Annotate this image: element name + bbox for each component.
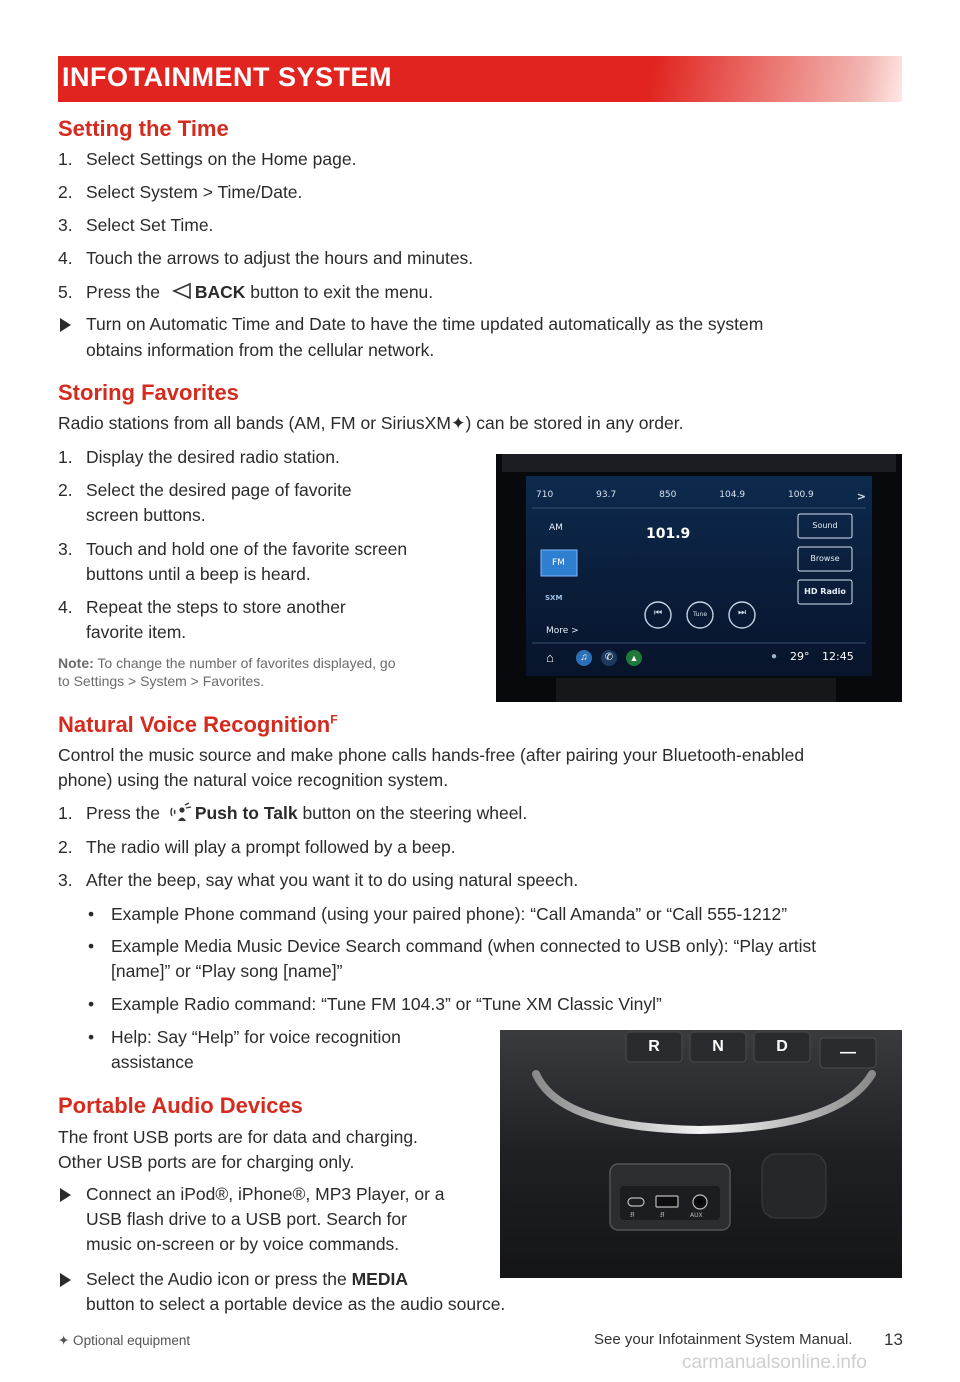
watermark: carmanualsonline.info xyxy=(682,1352,867,1373)
gear-minus-label: — xyxy=(840,1044,856,1061)
voice-bullet-phone: Example Phone command (using your paired phone): “Call Amanda” or “Call 555-1212” xyxy=(111,904,788,924)
sound-button[interactable]: Sound xyxy=(812,521,838,530)
voice-bullet-media: Example Media Music Device Search command (when connected to USB only): “Play artist xyxy=(111,936,817,956)
portable-intro-line-1: The front USB ports are for data and charging. xyxy=(58,1127,418,1147)
bullet-marker: • xyxy=(88,994,95,1014)
preset-1[interactable]: 710 xyxy=(536,490,554,500)
browse-button[interactable]: Browse xyxy=(810,554,840,563)
navigation-icon[interactable]: ▲ xyxy=(626,650,642,666)
portable-tip2-line-2: button to select a portable device as the audio source. xyxy=(86,1294,506,1314)
location-pin-icon: ● xyxy=(771,651,778,662)
home-icon[interactable]: ⌂ xyxy=(546,650,554,665)
preset-next-arrow[interactable]: > xyxy=(856,490,866,503)
gear-r-label: R xyxy=(648,1038,660,1055)
voice-intro-line-1: Control the music source and make phone calls hands-free (after pairing your Bluetooth-enabled xyxy=(58,745,805,765)
radio-screen-photo xyxy=(496,454,902,702)
favorites-intro: Radio stations from all bands (AM, FM or SiriusXM✦) can be stored in any order. xyxy=(58,413,684,433)
time-tip-line-2: obtains information from the cellular network. xyxy=(86,340,435,360)
temperature: 29° xyxy=(790,650,810,663)
phone-icon[interactable]: ✆ xyxy=(601,650,617,666)
time-step-5: 5. Press the BACK button to exit the menu. xyxy=(58,282,434,302)
voice-bullet-help: Help: Say “Help” for voice recognition xyxy=(111,1027,401,1047)
time-step-4: 4. Touch the arrows to adjust the hours and minutes. xyxy=(58,248,474,268)
time-step-1: 1. Select Settings on the Home page. xyxy=(58,149,357,169)
portable-intro-line-2: Other USB ports are for charging only. xyxy=(58,1152,355,1172)
time-step-2: 2. Select System > Time/Date. xyxy=(58,182,303,202)
tip-arrow-icon xyxy=(60,1273,71,1287)
preset-bar xyxy=(536,490,866,503)
manual-reference: See your Infotainment System Manual. xyxy=(594,1331,853,1348)
page-title: INFOTAINMENT SYSTEM xyxy=(62,62,392,92)
voice-heading: Natural Voice Recognition$^F$ xyxy=(58,712,338,737)
portable-tip2-line-1: Select the Audio icon or press the MEDIA xyxy=(86,1269,408,1289)
tip-arrow-icon xyxy=(60,1188,71,1202)
usb-icon: ⭿ xyxy=(630,1212,635,1219)
optional-equipment-note: ✦ Optional equipment xyxy=(58,1333,191,1348)
fav-step-3: 3. Touch and hold one of the favorite screen xyxy=(58,539,408,559)
fav-step-2-line-2: screen buttons. xyxy=(86,505,206,525)
voice-bullet-help-line-2: assistance xyxy=(111,1052,194,1072)
back-icon xyxy=(171,282,193,300)
fav-step-3-line-2: buttons until a beep is heard. xyxy=(86,564,311,584)
portable-audio-heading: Portable Audio Devices xyxy=(58,1093,303,1118)
voice-step-3: 3. After the beep, say what you want it to do using natural speech. xyxy=(58,870,579,890)
voice-intro-line-2: phone) using the natural voice recognition system. xyxy=(58,770,449,790)
station-frequency: 101.9 xyxy=(646,526,691,542)
usb-console-photo xyxy=(500,1030,902,1278)
storing-favorites-heading: Storing Favorites xyxy=(58,380,239,405)
seek-back-icon[interactable]: ⏮ xyxy=(653,608,663,618)
time-step-3: 3. Select Set Time. xyxy=(58,215,214,235)
clock: 12:45 xyxy=(822,650,854,663)
bullet-marker: • xyxy=(88,1027,95,1047)
fav-step-4-line-2: favorite item. xyxy=(86,622,187,642)
portable-tip1-line-1: Connect an iPod®, iPhone®, MP3 Player, or a xyxy=(86,1184,445,1204)
setting-time-heading: Setting the Time xyxy=(58,116,229,141)
gear-d-label: D xyxy=(776,1038,788,1055)
hd-radio-button[interactable]: HD Radio xyxy=(804,587,846,596)
band-fm[interactable]: FM xyxy=(552,558,565,568)
voice-step-2: 2. The radio will play a prompt followed by a beep. xyxy=(58,837,456,857)
optional-mark: F xyxy=(330,712,338,727)
push-to-talk-icon xyxy=(169,802,193,822)
tip-arrow-icon xyxy=(60,318,71,332)
audio-icon[interactable]: ♫ xyxy=(576,650,592,666)
tune-button[interactable]: Tune xyxy=(692,611,708,618)
preset-2[interactable]: 93.7 xyxy=(596,490,617,500)
fav-step-2: 2. Select the desired page of favorite xyxy=(58,480,352,500)
voice-step-1: 1. Press the Push to Talk button on the steering wheel. xyxy=(58,803,528,823)
seek-forward-icon[interactable]: ⏭ xyxy=(737,608,747,618)
fav-step-1: 1. Display the desired radio station. xyxy=(58,447,340,467)
page-number: 13 xyxy=(884,1330,903,1349)
bullet-marker: • xyxy=(88,936,95,956)
preset-4[interactable]: 104.9 xyxy=(719,490,746,500)
bullet-marker: • xyxy=(88,904,95,924)
preset-3[interactable]: 850 xyxy=(659,490,677,500)
usb-icon: ⭿ xyxy=(660,1212,665,1219)
band-am[interactable]: AM xyxy=(549,523,563,533)
band-sxm[interactable]: SXM xyxy=(545,594,563,602)
voice-bullet-media-line-2: [name]” or “Play song [name]” xyxy=(111,961,343,981)
preset-5[interactable]: 100.9 xyxy=(788,490,814,500)
favorites-note-line-2: to Settings > System > Favorites. xyxy=(58,673,265,689)
voice-bullet-radio: Example Radio command: “Tune FM 104.3” or “Tune XM Classic Vinyl” xyxy=(111,994,662,1014)
time-tip-line-1: Turn on Automatic Time and Date to have the time updated automatically as the system xyxy=(86,314,764,334)
portable-tip1-line-2: USB flash drive to a USB port. Search for xyxy=(86,1209,407,1229)
favorites-note-line-1: Note: To change the number of favorites displayed, go xyxy=(58,655,396,671)
aux-label: AUX xyxy=(690,1212,703,1219)
fav-step-4: 4. Repeat the steps to store another xyxy=(58,597,346,617)
gear-n-label: N xyxy=(712,1038,724,1055)
band-more[interactable]: More > xyxy=(546,626,579,636)
portable-tip1-line-3: music on-screen or by voice commands. xyxy=(86,1234,400,1254)
